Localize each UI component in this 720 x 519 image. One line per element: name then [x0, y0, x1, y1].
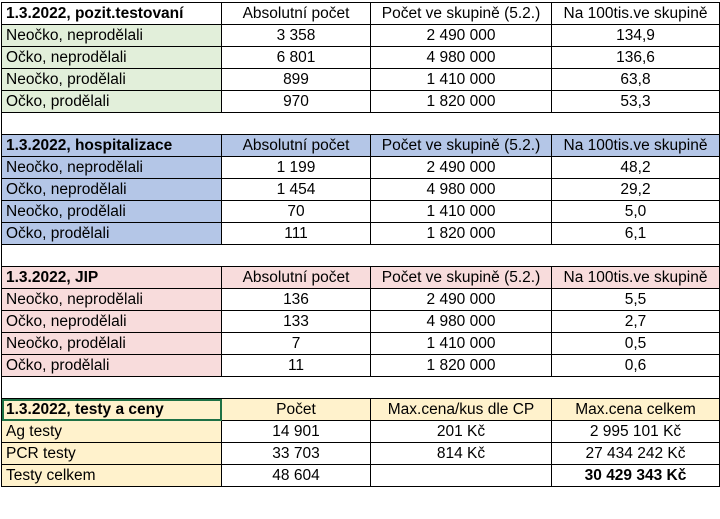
cell[interactable]: 2 490 000 — [371, 25, 552, 47]
row-label[interactable]: Neočko, neprodělali — [2, 157, 222, 179]
spacer-row — [2, 245, 720, 267]
table-row — [2, 157, 720, 179]
empty-cell[interactable] — [222, 113, 371, 135]
cell[interactable]: 1 410 000 — [371, 201, 552, 223]
cell[interactable]: 7 — [222, 333, 371, 355]
cell[interactable]: 70 — [222, 201, 371, 223]
table-row — [2, 47, 720, 69]
cell[interactable]: 14 901 — [222, 421, 371, 443]
row-label[interactable]: Ag testy — [2, 421, 222, 443]
empty-cell[interactable] — [222, 377, 371, 399]
cell[interactable]: 5,0 — [552, 201, 720, 223]
cell[interactable]: 1 199 — [222, 157, 371, 179]
tests-col-total-price[interactable]: Max.cena celkem — [552, 399, 720, 421]
cell[interactable]: 53,3 — [552, 91, 720, 113]
row-label[interactable]: Očko, prodělali — [2, 223, 222, 245]
hospital-col-group-size[interactable]: Počet ve skupině (5.2.) — [371, 135, 552, 157]
cell[interactable]: 5,5 — [552, 289, 720, 311]
tests-col-count[interactable]: Počet — [222, 399, 371, 421]
spacer-row — [2, 377, 720, 399]
cell[interactable]: 136 — [222, 289, 371, 311]
cell[interactable]: 899 — [222, 69, 371, 91]
testing-col-absolute[interactable]: Absolutní počet — [222, 3, 371, 25]
cell[interactable]: 2 490 000 — [371, 157, 552, 179]
cell[interactable]: 6,1 — [552, 223, 720, 245]
tests-header-row — [2, 399, 720, 421]
cell[interactable]: 136,6 — [552, 47, 720, 69]
empty-cell[interactable] — [371, 245, 552, 267]
cell[interactable]: 33 703 — [222, 443, 371, 465]
cell[interactable]: 1 410 000 — [371, 69, 552, 91]
testing-title-cell[interactable]: 1.3.2022, pozit.testovaní — [2, 3, 222, 25]
cell[interactable]: 11 — [222, 355, 371, 377]
empty-cell[interactable] — [222, 245, 371, 267]
empty-cell[interactable] — [2, 377, 222, 399]
cell[interactable]: 814 Kč — [371, 443, 552, 465]
table-row — [2, 311, 720, 333]
tests-col-unit-price[interactable]: Max.cena/kus dle CP — [371, 399, 552, 421]
hospital-col-per-100k[interactable]: Na 100tis.ve skupině — [552, 135, 720, 157]
row-label[interactable]: Neočko, prodělali — [2, 201, 222, 223]
table-row — [2, 421, 720, 443]
row-label[interactable]: Neočko, neprodělali — [2, 289, 222, 311]
icu-col-absolute[interactable]: Absolutní počet — [222, 267, 371, 289]
table-row — [2, 25, 720, 47]
cell[interactable]: 4 980 000 — [371, 179, 552, 201]
empty-cell[interactable] — [371, 113, 552, 135]
cell[interactable]: 134,9 — [552, 25, 720, 47]
row-label[interactable]: Neočko, neprodělali — [2, 25, 222, 47]
table-row — [2, 355, 720, 377]
row-label[interactable]: Neočko, prodělali — [2, 333, 222, 355]
icu-title-cell[interactable]: 1.3.2022, JIP — [2, 267, 222, 289]
row-label[interactable]: Očko, neprodělali — [2, 47, 222, 69]
cell[interactable]: 2 490 000 — [371, 289, 552, 311]
table-row — [2, 91, 720, 113]
cell[interactable]: 27 434 242 Kč — [552, 443, 720, 465]
cell[interactable]: 63,8 — [552, 69, 720, 91]
grand-total-cell[interactable]: 30 429 343 Kč — [552, 465, 720, 487]
empty-cell[interactable] — [2, 245, 222, 267]
row-label[interactable]: Neočko, prodělali — [2, 69, 222, 91]
cell[interactable]: 1 820 000 — [371, 91, 552, 113]
cell[interactable]: 48 604 — [222, 465, 371, 487]
hospital-header-row — [2, 135, 720, 157]
row-label[interactable]: PCR testy — [2, 443, 222, 465]
cell[interactable] — [371, 465, 552, 487]
cell[interactable]: 970 — [222, 91, 371, 113]
cell[interactable]: 4 980 000 — [371, 47, 552, 69]
data-table — [1, 2, 720, 487]
empty-cell[interactable] — [552, 245, 720, 267]
cell[interactable]: 1 454 — [222, 179, 371, 201]
row-label[interactable]: Očko, prodělali — [2, 91, 222, 113]
empty-cell[interactable] — [552, 377, 720, 399]
empty-cell[interactable] — [552, 113, 720, 135]
cell[interactable]: 111 — [222, 223, 371, 245]
cell[interactable]: 2 995 101 Kč — [552, 421, 720, 443]
cell[interactable]: 0,5 — [552, 333, 720, 355]
spacer-row — [2, 113, 720, 135]
hospital-col-absolute[interactable]: Absolutní počet — [222, 135, 371, 157]
cell[interactable]: 3 358 — [222, 25, 371, 47]
cell[interactable]: 201 Kč — [371, 421, 552, 443]
icu-col-group-size[interactable]: Počet ve skupině (5.2.) — [371, 267, 552, 289]
table-row — [2, 333, 720, 355]
cell[interactable]: 1 820 000 — [371, 355, 552, 377]
table-row — [2, 465, 720, 487]
table-row — [2, 289, 720, 311]
hospital-title-cell[interactable]: 1.3.2022, hospitalizace — [2, 135, 222, 157]
table-row — [2, 443, 720, 465]
empty-cell[interactable] — [2, 113, 222, 135]
testing-col-per-100k[interactable]: Na 100tis.ve skupině — [552, 3, 720, 25]
cell[interactable]: 6 801 — [222, 47, 371, 69]
table-row — [2, 223, 720, 245]
testing-header-row — [2, 3, 720, 25]
empty-cell[interactable] — [371, 377, 552, 399]
cell[interactable]: 133 — [222, 311, 371, 333]
icu-header-row — [2, 267, 720, 289]
cell[interactable]: 1 410 000 — [371, 333, 552, 355]
cell[interactable]: 29,2 — [552, 179, 720, 201]
testing-col-group-size[interactable]: Počet ve skupině (5.2.) — [371, 3, 552, 25]
table-row — [2, 69, 720, 91]
cell[interactable]: 0,6 — [552, 355, 720, 377]
cell[interactable]: 2,7 — [552, 311, 720, 333]
cell[interactable]: 1 820 000 — [371, 223, 552, 245]
icu-col-per-100k[interactable]: Na 100tis.ve skupině — [552, 267, 720, 289]
cell[interactable]: 4 980 000 — [371, 311, 552, 333]
table-row — [2, 179, 720, 201]
row-label[interactable]: Testy celkem — [2, 465, 222, 487]
row-label[interactable]: Očko, prodělali — [2, 355, 222, 377]
tests-title-cell[interactable]: 1.3.2022, testy a ceny — [2, 399, 222, 421]
cell[interactable]: 48,2 — [552, 157, 720, 179]
row-label[interactable]: Očko, neprodělali — [2, 179, 222, 201]
row-label[interactable]: Očko, neprodělali — [2, 311, 222, 333]
table-row — [2, 201, 720, 223]
